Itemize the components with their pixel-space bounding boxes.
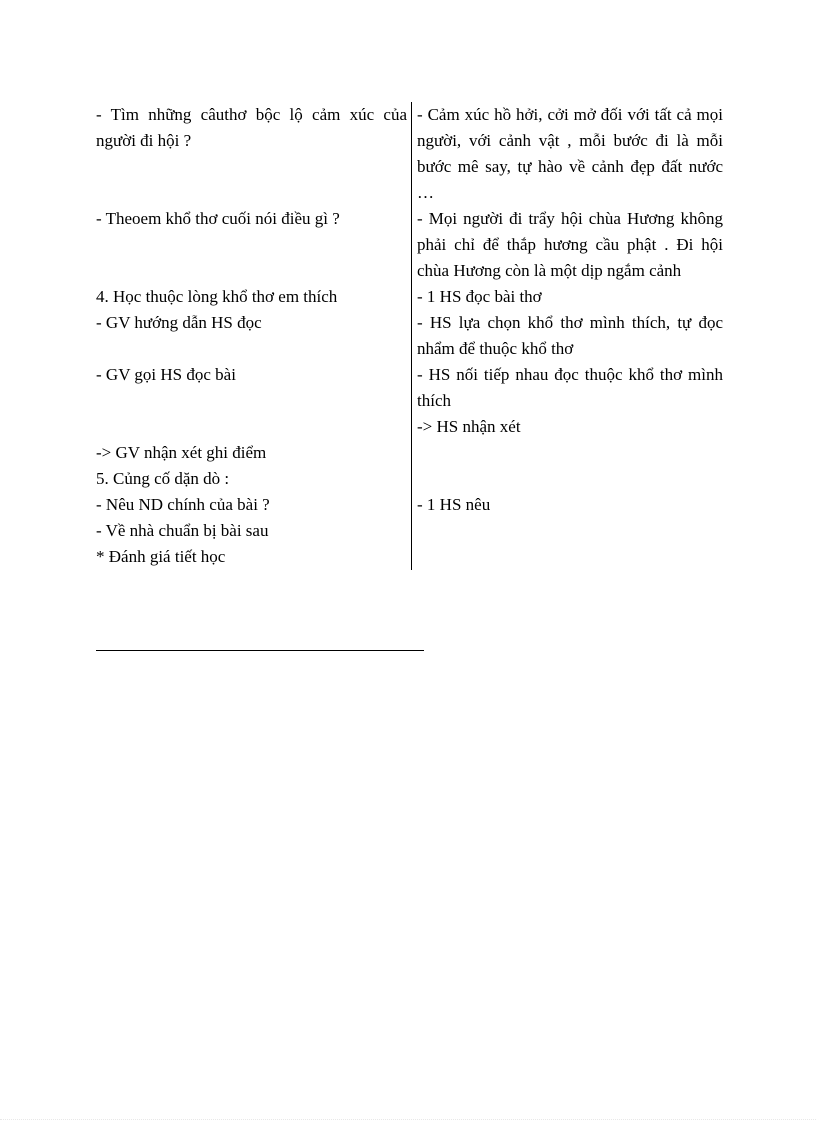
student-activity-text: - 1 HS nêu	[417, 495, 491, 514]
table-row	[96, 362, 723, 414]
student-activity-cell	[412, 206, 724, 284]
student-activity-text: -> HS nhận xét	[417, 417, 521, 436]
table-row	[96, 414, 723, 440]
teacher-activity-text: - GV gọi HS đọc bài	[96, 365, 236, 384]
student-activity-text	[417, 518, 723, 544]
student-activity-cell	[412, 518, 724, 544]
table-row	[96, 102, 723, 206]
table-row	[96, 544, 723, 570]
teacher-activity-text: -> GV nhận xét ghi điểm	[96, 443, 267, 462]
teacher-activity-text: - Nêu ND chính của bài ?	[96, 495, 270, 514]
table-row	[96, 284, 723, 310]
student-activity-cell	[412, 362, 724, 414]
teacher-activity-cell	[96, 206, 412, 284]
teacher-activity-cell	[96, 544, 412, 570]
end-of-lesson-rule	[96, 650, 424, 651]
teacher-activity-cell	[96, 466, 412, 492]
student-activity-text: - Cảm xúc hồ hởi, cởi mở đối với tất cả mọi người, với cảnh vật , mỗi bước đi là mỗi bước mê say, tự hào về cảnh đẹp đất nước …	[417, 105, 723, 202]
teacher-activity-cell	[96, 492, 412, 518]
teacher-activity-text: * Đánh giá tiết học	[96, 547, 226, 566]
teacher-activity-cell	[96, 102, 412, 206]
page-bottom-edge	[0, 1119, 816, 1120]
student-activity-text	[417, 440, 723, 466]
table-row	[96, 466, 723, 492]
table-row	[96, 518, 723, 544]
table-row	[96, 206, 723, 284]
table-row	[96, 440, 723, 466]
teacher-activity-cell	[96, 310, 412, 362]
student-activity-cell	[412, 310, 724, 362]
teacher-activity-cell	[96, 440, 412, 466]
student-activity-cell	[412, 284, 724, 310]
teacher-activity-cell	[96, 414, 412, 440]
teacher-activity-cell	[96, 518, 412, 544]
teacher-activity-text	[96, 414, 407, 440]
table-row	[96, 310, 723, 362]
student-activity-cell	[412, 466, 724, 492]
student-activity-text	[417, 466, 723, 492]
teacher-activity-text: - Về nhà chuẩn bị bài sau	[96, 521, 269, 540]
student-activity-text: - Mọi người đi trẩy hội chùa Hương không phải chỉ để thắp hương cầu phật . Đi hội chùa Hương còn là một dịp ngắm cảnh	[417, 209, 723, 280]
student-activity-text: - HS nối tiếp nhau đọc thuộc khổ thơ mình thích	[417, 365, 723, 410]
teacher-activity-text: 5. Củng cố dặn dò :	[96, 469, 230, 488]
table-row	[96, 492, 723, 518]
student-activity-cell	[412, 414, 724, 440]
teacher-activity-text: - Tìm những câuthơ bộc lộ cảm xúc của người đi hội ?	[96, 105, 407, 150]
student-activity-text: - 1 HS đọc bài thơ	[417, 287, 542, 306]
teacher-activity-text: - Theoem khổ thơ cuối nói điều gì ?	[96, 209, 340, 228]
teacher-activity-cell	[96, 284, 412, 310]
teacher-activity-text: 4. Học thuộc lòng khổ thơ em thích	[96, 287, 338, 306]
student-activity-cell	[412, 102, 724, 206]
student-activity-text	[417, 544, 723, 570]
student-activity-cell	[412, 440, 724, 466]
student-activity-cell	[412, 544, 724, 570]
student-activity-cell	[412, 492, 724, 518]
teacher-activity-cell	[96, 362, 412, 414]
lesson-activity-table	[96, 102, 723, 570]
teacher-activity-text: - GV hướng dẫn HS đọc	[96, 313, 262, 332]
student-activity-text: - HS lựa chọn khổ thơ mình thích, tự đọc nhẩm để thuộc khổ thơ	[417, 313, 723, 358]
